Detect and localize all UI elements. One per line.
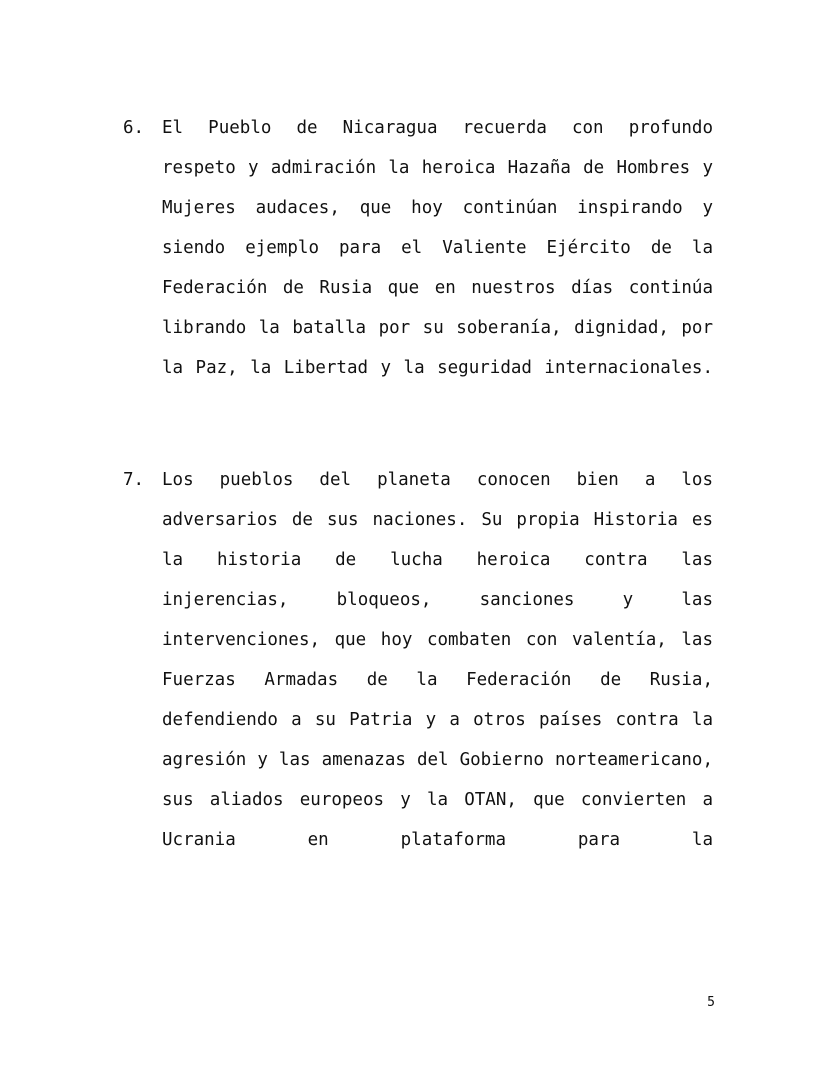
numbered-paragraph: [118, 460, 713, 900]
paragraph-marker: 7.: [123, 470, 145, 490]
paragraph-text: Los pueblos del planeta conocen bien a los adversarios de sus naciones. Su propia Historia es la historia de lucha heroica contra las injerencias, bloqueos, sanciones y las intervenciones, que hoy combaten con valentía, las Fuerzas Armadas de la Federación de Rusia, defendiendo a su Patria y a otros países contra la agresión y las amenazas del Gobierno norteamericano, sus aliados europeos y la OTAN, que convierten a Ucrania en plataforma para la: [162, 470, 713, 850]
numbered-paragraph: [118, 108, 713, 428]
paragraph-marker: 6.: [123, 118, 145, 138]
paragraph-text: El Pueblo de Nicaragua recuerda con profundo respeto y admiración la heroica Hazaña de Hombres y Mujeres audaces, que hoy continúan inspirando y siendo ejemplo para el Valiente Ejército de la Federación de Rusia que en nuestros días continúa librando la batalla por su soberanía, dignidad, por la Paz, la Libertad y la seguridad internacionales.: [162, 118, 713, 378]
page-number: 5: [707, 995, 715, 1010]
document-body: [118, 108, 713, 932]
